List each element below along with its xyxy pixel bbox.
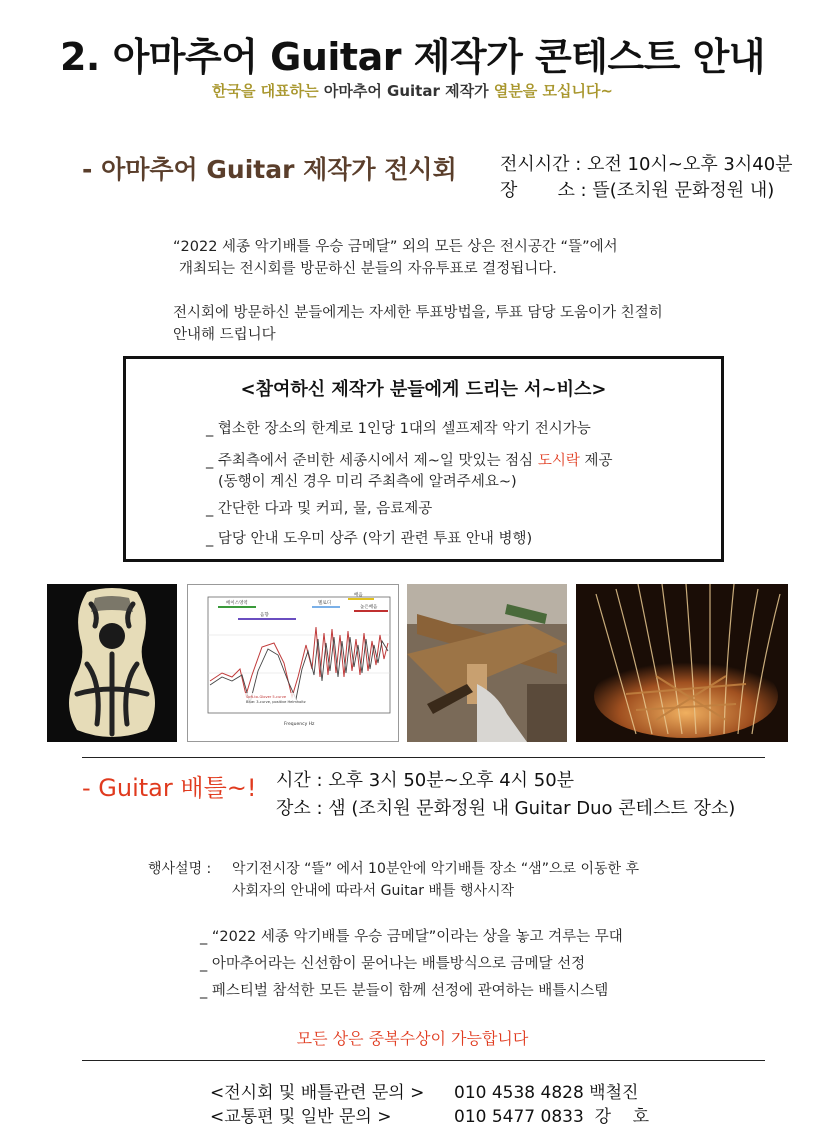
battle-description [232,858,639,902]
exhibition-paragraph-guide [173,302,733,346]
battle-desc-line1: 악기전시장 “뜰” 에서 10분안에 악기배틀 장소 “샘”으로 이동한 후 [232,861,640,877]
page-subtitle [0,80,825,101]
exhibition-paragraph-vote [173,236,713,280]
contact-2-value: 010 5477 0833 강 호 [454,1107,650,1127]
battle-item-1: _ “2022 세종 악기배틀 우승 금메달”이라는 상을 놓고 겨루는 무대 [200,929,623,945]
frequency-chart-image [187,584,399,742]
battle-info [276,768,735,822]
duplicate-award-note: 모든 상은 중복수상이 가능합니다 [296,1029,529,1048]
para1-line1: “2022 세종 악기배틀 우승 금메달” 외의 모든 상은 전시공간 “뜰”에서 [173,239,618,255]
battle-item-2: _ 아마추어라는 신선함이 묻어나는 배틀방식으로 금메달 선정 [200,956,586,972]
service-item-2-sub: (동행이 계신 경우 미리 주최측에 알려주세요~) [218,474,517,490]
battle-place: 장소 : 샘 (조치원 문화정원 내 Guitar Duo 콘테스트 장소) [276,798,736,819]
exhibition-info [500,152,793,204]
service-item-2-highlight: 도시락 [537,453,580,469]
battle-time: 시간 : 오후 3시 50분~오후 4시 50분 [276,770,575,791]
subtitle-part3: 열분을 모십니다~ [493,82,614,100]
service-item-3: _ 간단한 다과 및 커피, 물, 음료제공 [206,501,433,517]
exhibition-time: 전시시간 : 오전 10시~오후 3시40분 [500,154,793,175]
para1-line2: 개최되는 전시회를 방문하신 분들의 자유투표로 결정됩니다. [179,261,557,277]
chart-legend-2: 음향 [260,613,269,618]
chart-legend-5: 높은배음 [360,605,378,610]
service-item-2-pre: _ 주최측에서 준비한 세종시에서 제~일 맛있는 점심 [206,453,538,469]
workbench-photo [407,584,567,742]
divider-2 [82,1060,765,1061]
guitar-top-photo [47,584,177,742]
chart-legend-1: 베이스영역 [226,601,248,606]
exhibition-place: 장 소 : 뜰(조치원 문화정원 내) [500,180,775,201]
guitar-bracing-photo [576,584,788,742]
subtitle-part2: 아마추어 Guitar 제작가 [323,82,494,100]
chart-legend-3: 멜로디 [318,601,332,606]
chart-legend-4: 배음 [354,593,363,598]
service-item-2-post: 제공 [579,453,613,469]
battle-item-3: _ 페스티벌 참석한 모든 분들이 함께 선정에 관여하는 배틀시스템 [200,983,609,999]
battle-heading: - Guitar 배틀~! [82,774,257,802]
para2-line1: 전시회에 방문하신 분들에게는 자세한 투표방법을, 투표 담당 도움이가 친절히 [173,305,663,321]
service-item-4: _ 담당 안내 도우미 상주 (악기 관련 투표 안내 병행) [206,531,533,547]
battle-description-label: 행사설명 : [148,861,212,877]
para2-line2: 안내해 드립니다 [173,327,276,343]
contact-1-label: <전시회 및 배틀관련 문의 > [210,1083,425,1103]
subtitle-part1: 한국을 대표하는 [211,82,324,100]
services-title: <참여하신 제작가 분들에게 드리는 서~비스> [240,379,607,400]
service-item-2 [206,451,612,472]
chart-caption-2: Blue: 3-curve, positive Helmholtz [246,700,306,704]
contact-2-label: <교통편 및 일반 문의 > [210,1107,392,1127]
chart-axis-label: Frequency Hz [284,722,315,727]
divider-1 [82,757,765,758]
contact-1-value: 010 4538 4828 백철진 [454,1083,639,1103]
page-title: 2. 아마추어 Guitar 제작가 콘테스트 안내 [59,35,766,79]
service-item-1: _ 협소한 장소의 한계로 1인당 1대의 셀프제작 악기 전시가능 [206,421,591,437]
services-box [123,356,724,562]
chart-caption-1: Soft-to-Glover 5-curve [246,695,287,699]
exhibition-heading: - 아마추어 Guitar 제작가 전시회 [82,155,457,184]
battle-desc-line2: 사회자의 안내에 따라서 Guitar 배틀 행사시작 [232,883,515,899]
